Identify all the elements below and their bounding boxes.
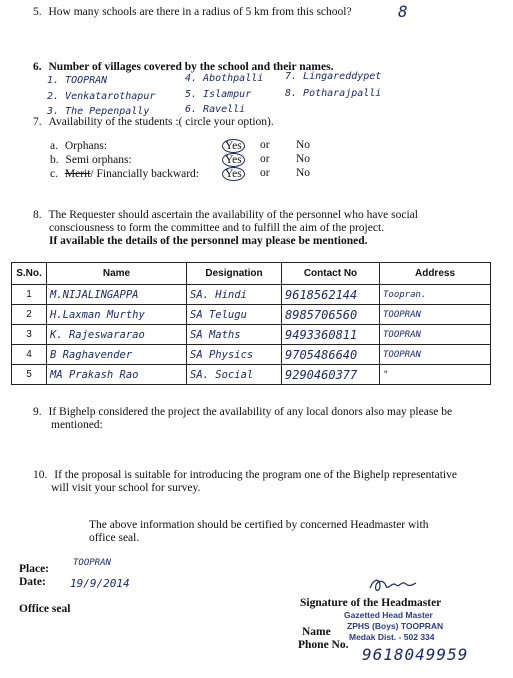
phone-label: Phone No. bbox=[298, 639, 349, 651]
date-label: Date: bbox=[19, 576, 46, 588]
q7-number: 7. bbox=[33, 116, 42, 128]
name-label: Name bbox=[302, 626, 331, 638]
cell-name: MA Prakash Rao bbox=[47, 365, 187, 385]
cell-designation: SA Physics bbox=[187, 345, 282, 365]
header-name: Name bbox=[47, 263, 187, 285]
q8-line3: If available the details of the personnel may please be mentioned. bbox=[49, 235, 368, 247]
table-row bbox=[12, 345, 491, 365]
header-sno: S.No. bbox=[12, 263, 47, 285]
cell-name: H.Laxman Murthy bbox=[47, 305, 187, 325]
certify-line2: office seal. bbox=[89, 532, 140, 544]
q9 bbox=[33, 406, 452, 418]
personnel-table bbox=[11, 262, 491, 385]
table-header-row bbox=[12, 263, 491, 285]
or-text: or bbox=[260, 153, 270, 165]
q5 bbox=[33, 6, 352, 18]
q5-number: 5. bbox=[33, 6, 42, 18]
village-4: 4. Abothpalli bbox=[185, 73, 264, 84]
q8-number: 8. bbox=[33, 209, 42, 221]
cell-sno: 3 bbox=[12, 325, 47, 345]
table-row bbox=[12, 285, 491, 305]
cell-name: B Raghavender bbox=[47, 345, 187, 365]
cell-sno: 5 bbox=[12, 365, 47, 385]
signature-label: Signature of the Headmaster bbox=[300, 597, 442, 609]
stamp-line2: ZPHS (Boys) TOOPRAN bbox=[347, 621, 444, 631]
cell-contact: 9618562144 bbox=[282, 285, 380, 305]
q10-number: 10. bbox=[33, 469, 48, 481]
q8 bbox=[33, 209, 418, 221]
office-seal-label: Office seal bbox=[19, 603, 71, 615]
q7-option-c bbox=[50, 168, 199, 180]
cell-address: TOOPRAN bbox=[380, 345, 491, 365]
q5-answer: 8 bbox=[398, 2, 408, 21]
cell-designation: SA. Social bbox=[187, 365, 282, 385]
village-8: 8. Potharajpalli bbox=[285, 88, 382, 99]
cell-name: K. Rajeswararao bbox=[47, 325, 187, 345]
no-option[interactable]: No bbox=[296, 153, 311, 165]
no-option[interactable]: No bbox=[296, 139, 311, 151]
option-label: / Financially backward: bbox=[90, 168, 199, 180]
header-designation: Designation bbox=[187, 263, 282, 285]
headmaster-signature-icon bbox=[368, 576, 418, 594]
option-letter: a. bbox=[50, 140, 58, 152]
q10-line2: will visit your school for survey. bbox=[51, 482, 201, 494]
date-value: 19/9/2014 bbox=[70, 577, 130, 590]
village-3: 3. The Pepenpally bbox=[47, 106, 150, 117]
option-letter: c. bbox=[50, 168, 58, 180]
q5-text: How many schools are there in a radius of 5 km from this school? bbox=[48, 6, 352, 18]
q7-option-a bbox=[50, 140, 107, 152]
q6-number: 6. bbox=[33, 61, 42, 73]
yes-circled[interactable]: Yes bbox=[222, 139, 245, 153]
village-6: 6. Ravelli bbox=[185, 104, 246, 115]
q7 bbox=[33, 116, 274, 128]
cell-sno: 4 bbox=[12, 345, 47, 365]
no-option[interactable]: No bbox=[296, 167, 311, 179]
cell-address: TOOPRAN bbox=[380, 305, 491, 325]
stamp-line1: Gazetted Head Master bbox=[344, 610, 433, 620]
cell-designation: SA. Hindi bbox=[187, 285, 282, 305]
stamp-line3: Medak Dist. - 502 334 bbox=[349, 632, 435, 642]
cell-contact: 9705486640 bbox=[282, 345, 380, 365]
q6-text: Number of villages covered by the school and their names. bbox=[48, 61, 334, 73]
header-contact: Contact No bbox=[282, 263, 380, 285]
cell-sno: 1 bbox=[12, 285, 47, 305]
village-2: 2. Venkatarothapur bbox=[47, 91, 156, 102]
q8-line2: consciousness to form the committee and to fulfill the aim of the project. bbox=[49, 222, 385, 234]
q9-line1: If Bighelp considered the project the availability of any local donors also may please be bbox=[48, 406, 453, 418]
q7-choice-a bbox=[222, 139, 311, 153]
yes-circled[interactable]: Yes bbox=[222, 167, 245, 181]
cell-address: TOOPRAN bbox=[380, 325, 491, 345]
q7-choice-b bbox=[222, 153, 311, 167]
q9-number: 9. bbox=[33, 406, 42, 418]
cell-contact: 9290460377 bbox=[282, 365, 380, 385]
table-row bbox=[12, 325, 491, 345]
option-label: Orphans: bbox=[64, 140, 108, 152]
certify-line1: The above information should be certified by concerned Headmaster with bbox=[89, 519, 429, 531]
q10-line1: If the proposal is suitable for introducing the program one of the Bighelp representative bbox=[54, 469, 457, 481]
option-letter: b. bbox=[50, 154, 59, 166]
cell-address: Toopran. bbox=[380, 285, 491, 305]
or-text: or bbox=[260, 167, 270, 179]
q7-option-b bbox=[50, 154, 132, 166]
yes-circled[interactable]: Yes bbox=[222, 153, 245, 167]
place-value: TOOPRAN bbox=[73, 558, 111, 568]
option-label: Semi orphans: bbox=[65, 154, 132, 166]
cell-name: M.NIJALINGAPPA bbox=[47, 285, 187, 305]
q10 bbox=[33, 469, 457, 481]
cell-sno: 2 bbox=[12, 305, 47, 325]
q7-text: Availability of the students :( circle your option). bbox=[48, 116, 274, 128]
header-address: Address bbox=[380, 263, 491, 285]
or-text: or bbox=[260, 139, 270, 151]
q8-line1: The Requester should ascertain the availability of the personnel who have social bbox=[48, 209, 418, 221]
cell-designation: SA Maths bbox=[187, 325, 282, 345]
cell-contact: 8985706560 bbox=[282, 305, 380, 325]
cell-address: " bbox=[380, 365, 491, 385]
village-7: 7. Lingareddypet bbox=[285, 71, 382, 82]
phone-value: 9618049959 bbox=[362, 645, 469, 664]
q7-choice-c bbox=[222, 167, 311, 181]
q9-line2: mentioned: bbox=[51, 419, 103, 431]
village-5: 5. Islampur bbox=[185, 89, 252, 100]
table-row bbox=[12, 365, 491, 385]
cell-designation: SA Telugu bbox=[187, 305, 282, 325]
village-1: 1. TOOPRAN bbox=[47, 75, 108, 86]
option-label-struck: Merit bbox=[64, 168, 91, 180]
table-row bbox=[12, 305, 491, 325]
place-label: Place: bbox=[19, 563, 50, 575]
cell-contact: 9493360811 bbox=[282, 325, 380, 345]
